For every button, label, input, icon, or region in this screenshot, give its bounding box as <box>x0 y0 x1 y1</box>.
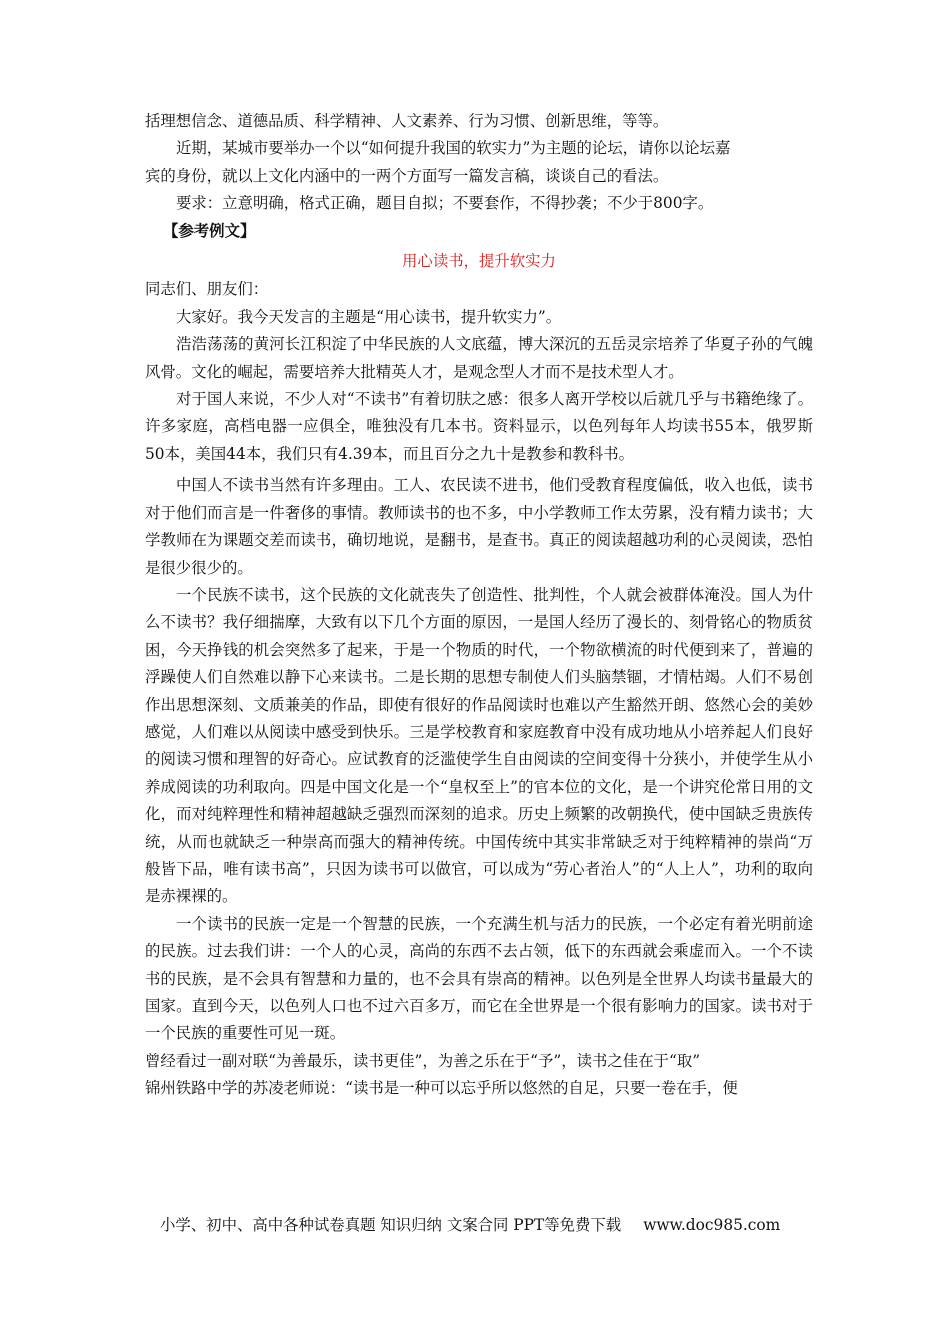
essay-line: 曾经看过一副对联“为善最乐，读书更佳”，为善之乐在于“予”，读书之佳在于“取” <box>145 1051 701 1070</box>
footer-url[interactable]: www.doc985.com <box>643 1216 781 1234</box>
essay-paragraph: 大家好。我今天发言的主题是“用心读书，提升软实力”。 <box>176 307 562 326</box>
requirements-line: 要求：立意明确，格式正确，题目自拟；不要套作，不得抄袭；不少于800字。 <box>176 194 714 213</box>
intro-line: 括理想信念、道德品质、科学精神、人文素养、行为习惯、创新思维，等等。 <box>145 112 669 130</box>
page-footer <box>160 1213 800 1235</box>
reference-heading: 【参考例文】 <box>163 221 256 240</box>
essay-title: 用心读书，提升软实力 <box>402 252 556 271</box>
salutation: 同志们、朋友们： <box>145 280 269 299</box>
essay-paragraph: 一个读书的民族一定是一个智慧的民族，一个充满生机与活力的民族，一个必定有着光明前途的民族。过去我们讲：一个人的心灵，高尚的东西不去占领，低下的东西就会乘虚而入。一个不读书的民族，是不会具有智慧和力量的，也不会具有崇高的精神。以色列是全世界人均读书量最大的国家。直到今天，以色列人口也不过六百多万，而它在全世界是一个很有影响力的国家。读书对于一个民族的重要性可见一斑。 <box>145 914 813 1043</box>
document-page <box>145 108 813 1103</box>
intro-line: 宾的身份，就以上文化内涵中的一两个方面写一篇发言稿，谈谈自己的看法。 <box>145 166 669 185</box>
essay-line: 锦州铁路中学的苏凌老师说：“读书是一种可以忘乎所以悠然的自足，只要一卷在手，便 <box>145 1079 738 1098</box>
essay-paragraph: 浩浩荡荡的黄河长江积淀了中华民族的人文底蕴，博大深沉的五岳灵宗培养了华夏子孙的气魄风骨。文化的崛起，需要培养大批精英人才，是观念型人才而不是技术型人才。 <box>145 335 813 381</box>
essay-paragraph: 一个民族不读书，这个民族的文化就丧失了创造性、批判性，个人就会被群体淹没。国人为什么不读书？我仔细揣摩，大致有以下几个方面的原因，一是国人经历了漫长的、刻骨铭心的物质贫困，今天挣钱的机会突然多了起来，于是一个物质的时代，一个物欲横流的时代便到来了，普遍的浮躁使人们自然难以静下心来读书。二是长期的思想专制使人们头脑禁锢，才情枯竭。人们不易创作出思想深刻、文质兼美的作品，即使有很好的作品阅读时也难以产生豁然开朗、悠然心会的美妙感觉，人们难以从阅读中感受到快乐。三是学校教育和家庭教育中没有成功地从小培养起人们良好的阅读习惯和理智的好奇心。应试教育的泛滥使学生自由阅读的空间变得十分狭小，并使学生从小养成阅读的功利取向。四是中国文化是一个“皇权至上”的官本位的文化，是一个讲究伦常日用的文化，而对纯粹理性和精神超越缺乏强烈而深刻的追求。历史上频繁的改朝换代，使中国缺乏贵族传统，从而也就缺乏一种崇高而强大的精神传统。中国传统中其实非常缺乏对于纯粹精神的崇尚“万般皆下品，唯有读书高”，只因为读书可以做官，可以成为“劳心者治人”的“人上人”，功利的取向是赤裸裸的。 <box>145 585 813 906</box>
essay-paragraph: 对于国人来说，不少人对“不读书”有着切肤之感：很多人离开学校以后就几乎与书籍绝缘了。许多家庭，高档电器一应俱全，唯独没有几本书。资料显示，以色列每年人均读书55本，俄罗斯50本，美国44本，我们只有4.39本，而且百分之九十是教参和教科书。 <box>145 390 813 463</box>
footer-text: 小学、初中、高中各种试卷真题 知识归纳 文案合同 PPT等免费下载 <box>160 1216 622 1234</box>
intro-line: 近期，某城市要举办一个以“如何提升我国的软实力”为主题的论坛，请你以论坛嘉 <box>176 139 731 158</box>
essay-paragraph: 中国人不读书当然有许多理由。工人、农民读不进书，他们受教育程度偏低，收入也低，读书对于他们而言是一件奢侈的事情。教师读书的也不多，中小学教师工作太劳累，没有精力读书；大学教师在为课题交差而读书，确切地说，是翻书，是查书。真正的阅读超越功利的心灵阅读，恐怕是很少很少的。 <box>145 476 813 577</box>
